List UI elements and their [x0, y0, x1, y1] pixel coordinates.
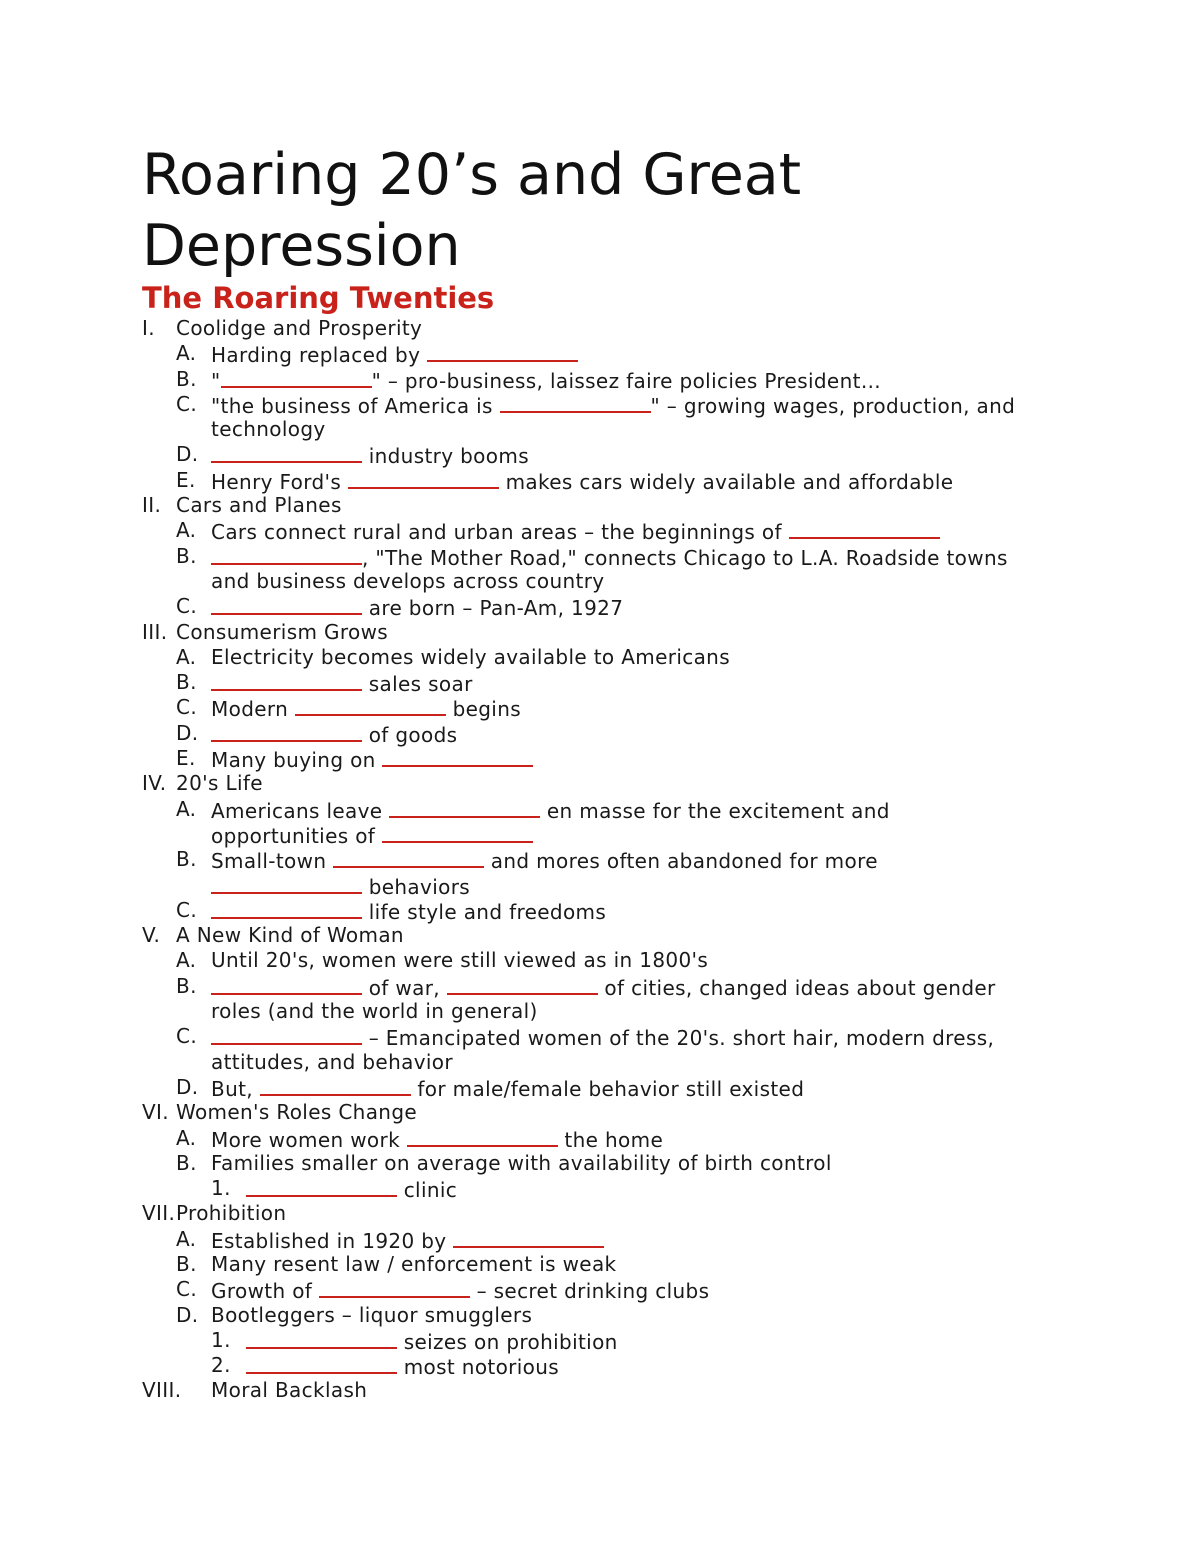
fill-in-blank[interactable]: [211, 544, 362, 565]
item-text: Families smaller on average with availability of birth control: [211, 1150, 832, 1175]
item-text: Many resent law / enforcement is weak: [211, 1251, 617, 1276]
item-text: clinic: [246, 1176, 457, 1203]
item-text: seizes on prohibition: [246, 1328, 618, 1355]
fill-in-blank[interactable]: [211, 873, 362, 894]
item-text: Harding replaced by: [211, 341, 578, 368]
item-marker: D.: [176, 1074, 199, 1099]
fill-in-blank[interactable]: [211, 898, 362, 919]
item-marker: C.: [176, 594, 198, 619]
item-marker: C.: [176, 1024, 198, 1049]
fill-in-blank[interactable]: [211, 670, 362, 691]
fill-in-blank[interactable]: [211, 974, 362, 995]
item-marker: A.: [176, 948, 197, 973]
item-text: most notorious: [246, 1353, 559, 1380]
outline-item: [142, 594, 1062, 619]
outline-item: [142, 1252, 1062, 1277]
outline-list: [142, 316, 1062, 1404]
fill-in-blank[interactable]: [211, 442, 362, 463]
fill-in-blank[interactable]: [260, 1075, 411, 1096]
section-heading: The Roaring Twenties: [142, 281, 495, 315]
outline-item: [142, 923, 1062, 948]
fill-in-blank[interactable]: [295, 695, 446, 716]
item-text: Americans leave en masse for the excitement and: [211, 798, 890, 823]
item-marker: A.: [176, 1226, 197, 1251]
item-marker: B.: [176, 973, 197, 998]
item-text: Small-town and mores often abandoned for more: [211, 849, 878, 874]
fill-in-blank[interactable]: [407, 1126, 558, 1147]
fill-in-blank[interactable]: [211, 594, 362, 615]
outline-item: [142, 898, 1062, 923]
outline-item: [142, 1227, 1062, 1252]
item-marker: C.: [176, 695, 198, 720]
outline-item: [142, 620, 1062, 645]
outline-subitem: [142, 1353, 1062, 1378]
item-marker: 1.: [211, 1327, 231, 1352]
fill-in-blank[interactable]: [453, 1227, 604, 1248]
item-text: , "The Mother Road," connects Chicago to L.A. Roadside towns: [211, 544, 1008, 571]
fill-in-blank[interactable]: [500, 392, 651, 413]
item-marker: C.: [176, 391, 198, 416]
item-marker: 1.: [211, 1176, 231, 1201]
item-text: Cars and Planes: [176, 493, 342, 518]
item-text: Women's Roles Change: [176, 1100, 418, 1125]
item-text: sales soar: [211, 670, 473, 697]
item-text: opportunities of: [211, 822, 533, 849]
fill-in-blank[interactable]: [382, 746, 533, 767]
outline-item: [142, 1024, 1062, 1049]
item-marker: V.: [142, 923, 161, 948]
outline-item: [142, 1075, 1062, 1100]
outline-item: [142, 1100, 1062, 1125]
item-marker: IV.: [142, 771, 167, 796]
item-marker: III.: [142, 619, 168, 644]
fill-in-blank[interactable]: [789, 518, 940, 539]
item-text: Coolidge and Prosperity: [176, 316, 423, 340]
item-marker: B.: [176, 847, 197, 872]
outline-item: [142, 518, 1062, 543]
item-text: Prohibition: [176, 1201, 287, 1226]
fill-in-blank[interactable]: [221, 367, 372, 388]
item-text: Until 20's, women were still viewed as in 1800's: [211, 948, 709, 973]
item-marker: VI.: [142, 1100, 169, 1125]
item-text: Established in 1920 by: [211, 1227, 604, 1254]
outline-item: [142, 468, 1062, 493]
item-text: life style and freedoms: [211, 898, 606, 925]
item-marker: C.: [176, 897, 198, 922]
item-text: More women work the home: [211, 1127, 664, 1152]
outline-item: [142, 746, 1062, 771]
outline-item: [142, 341, 1062, 366]
item-text: 20's Life: [176, 771, 263, 796]
outline-item: [142, 847, 1062, 872]
fill-in-blank[interactable]: [211, 1024, 362, 1045]
outline-subitem: [142, 1176, 1062, 1201]
item-text: Electricity becomes widely available to Americans: [211, 644, 730, 669]
fill-in-blank[interactable]: [211, 721, 362, 742]
item-text: of goods: [211, 721, 457, 748]
item-marker: A.: [176, 644, 197, 669]
outline-item: [142, 948, 1062, 973]
fill-in-blank[interactable]: [333, 847, 484, 868]
outline-item: [142, 1303, 1062, 1328]
fill-in-blank[interactable]: [389, 797, 540, 818]
item-marker: B.: [176, 1150, 197, 1175]
item-marker: VII.: [142, 1201, 176, 1226]
item-text: " " – pro-business, laissez faire policies President…: [211, 368, 882, 393]
item-text: technology: [211, 417, 326, 442]
outline-item: [142, 797, 1062, 822]
outline-item: [142, 1126, 1062, 1151]
outline-item: [142, 1201, 1062, 1226]
fill-in-blank[interactable]: [319, 1277, 470, 1298]
item-text: of war, of cities, changed ideas about gender: [211, 974, 996, 1001]
fill-in-blank[interactable]: [382, 822, 533, 843]
outline-continuation: [142, 1050, 1062, 1075]
item-marker: A.: [176, 796, 197, 821]
outline-item: [142, 493, 1062, 518]
item-marker: B.: [176, 366, 197, 391]
outline-item: [142, 974, 1062, 999]
item-marker: E.: [176, 467, 196, 492]
item-text: Bootleggers – liquor smugglers: [211, 1302, 533, 1327]
item-text: Many buying on: [211, 746, 533, 773]
item-text: Cars connect rural and urban areas – the beginnings of: [211, 518, 940, 545]
outline-item: [142, 392, 1062, 417]
item-marker: D.: [176, 1302, 199, 1327]
item-text: "the business of America is " – growing wages, production, and: [211, 393, 1016, 418]
outline-continuation: [142, 569, 1062, 594]
item-text: attitudes, and behavior: [211, 1049, 453, 1074]
item-text: industry booms: [211, 442, 529, 469]
fill-in-blank[interactable]: [246, 1328, 397, 1349]
item-text: Henry Ford's makes cars widely available and affordable: [211, 469, 954, 494]
item-text: – Emancipated women of the 20's. short hair, modern dress,: [211, 1024, 994, 1051]
outline-item: [142, 695, 1062, 720]
item-marker: E.: [176, 746, 196, 771]
fill-in-blank[interactable]: [427, 341, 578, 362]
outline-item: [142, 670, 1062, 695]
item-text: A New Kind of Woman: [176, 923, 404, 948]
item-marker: D.: [176, 720, 199, 745]
document-title: Roaring 20’s and Great Depression: [142, 142, 802, 279]
outline-item: [142, 544, 1062, 569]
outline-subitem: [142, 1328, 1062, 1353]
item-text: Modern begins: [211, 697, 522, 722]
item-text: and business develops across country: [211, 568, 605, 593]
outline-item: [142, 367, 1062, 392]
item-marker: A.: [176, 1125, 197, 1150]
fill-in-blank[interactable]: [447, 974, 598, 995]
fill-in-blank[interactable]: [348, 468, 499, 489]
outline-item: [142, 1277, 1062, 1302]
item-marker: B.: [176, 543, 197, 568]
outline-item: [142, 1378, 1062, 1403]
item-marker: I.: [142, 316, 155, 340]
outline-item: [142, 721, 1062, 746]
item-marker: 2.: [211, 1353, 231, 1378]
outline-continuation: [142, 822, 1062, 847]
outline-item: [142, 316, 1062, 341]
item-text: roles (and the world in general): [211, 999, 538, 1024]
outline-item: [142, 1151, 1062, 1176]
outline-item: [142, 771, 1062, 796]
item-marker: C.: [176, 1277, 198, 1302]
item-marker: D.: [176, 442, 199, 467]
item-text: are born – Pan-Am, 1927: [211, 594, 623, 621]
item-marker: II.: [142, 493, 162, 518]
item-marker: B.: [176, 670, 197, 695]
item-text: Consumerism Grows: [176, 619, 389, 644]
fill-in-blank[interactable]: [246, 1176, 397, 1197]
item-text: But, for male/female behavior still existed: [211, 1076, 805, 1101]
item-text: Growth of – secret drinking clubs: [211, 1279, 710, 1304]
outline-continuation: [142, 417, 1062, 442]
item-marker: B.: [176, 1251, 197, 1276]
fill-in-blank[interactable]: [246, 1353, 397, 1374]
outline-continuation: [142, 999, 1062, 1024]
item-text: Moral Backlash: [211, 1378, 368, 1403]
item-marker: A.: [176, 518, 197, 543]
outline-item: [142, 645, 1062, 670]
item-text: behaviors: [211, 873, 470, 900]
item-marker: A.: [176, 341, 197, 366]
outline-item: [142, 442, 1062, 467]
item-marker: VIII.: [142, 1378, 182, 1403]
outline-continuation: [142, 873, 1062, 898]
